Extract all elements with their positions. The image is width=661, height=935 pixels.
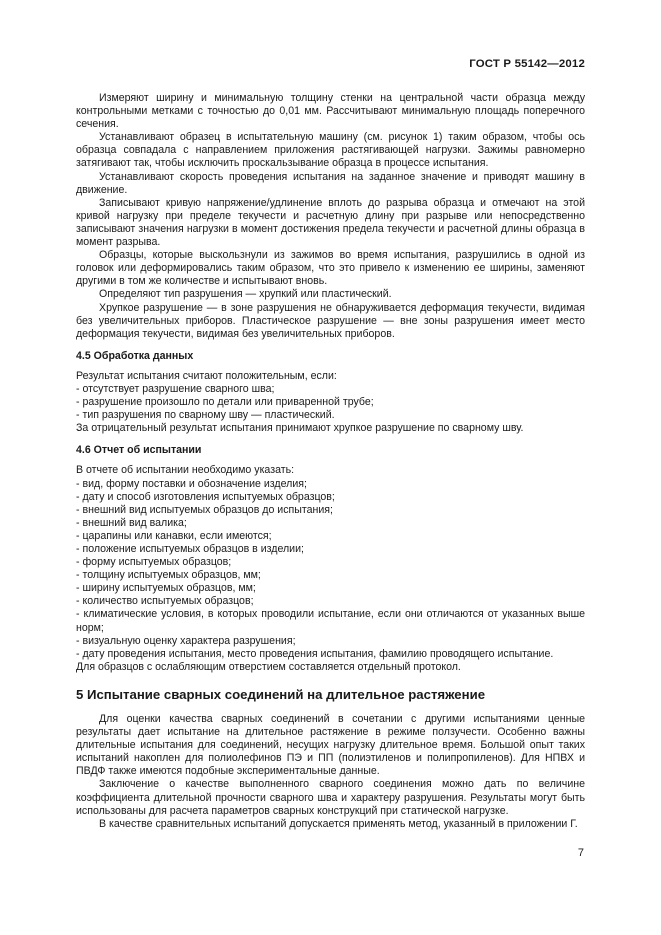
report-item: - визуальную оценку характера разрушения; bbox=[76, 634, 296, 647]
report-item: - дату и способ изготовления испытуемых образцов; bbox=[76, 490, 335, 503]
report-item: - ширину испытуемых образцов, мм; bbox=[76, 582, 256, 595]
report-item: - дату проведения испытания, место проведения испытания, фамилию проводящего испытание. bbox=[76, 647, 554, 660]
paragraph-measure: Измеряют ширину и минимальную толщину стенки на центральной части образца между контрольными метками с точностью до 0,01 мм. Рассчитывают минимальную площадь поперечного сечения. bbox=[76, 92, 585, 131]
paragraph-slipped: Образцы, которые выскользнули из зажимов во время испытания, разрушились в одной из головок или деформировались таким образом, что это привело к изменению ее ширины, заменяют другими в том же количестве и испытывают вновь. bbox=[76, 249, 585, 288]
report-item-climate: - климатические условия, в которых проводили испытание, если они отличаются от указанных выше норм; bbox=[76, 608, 585, 634]
page-content bbox=[76, 92, 585, 831]
report-item: - внешний вид испытуемых образцов до испытания; bbox=[76, 503, 333, 516]
section-4-5-line: - тип разрушения по сварному шву — пластический. bbox=[76, 409, 335, 422]
section-heading-4-5: 4.5 Обработка данных bbox=[76, 349, 194, 362]
section-4-5-line: Результат испытания считают положительным, если: bbox=[76, 369, 337, 382]
report-item: - форму испытуемых образцов; bbox=[76, 556, 232, 569]
section-4-5-line: - разрушение произошло по детали или приваренной трубе; bbox=[76, 396, 374, 409]
report-item: - положение испытуемых образцов в изделии; bbox=[76, 543, 304, 555]
report-item: - количество испытуемых образцов; bbox=[76, 595, 254, 608]
report-item: - вид, форму поставки и обозначение изделия; bbox=[76, 477, 307, 490]
paragraph-record: Записывают кривую напряжение/удлинение вплоть до разрыва образца и отмечают на этой кривой нагрузку при пределе текучести и расчетную длину при разрыве или непосредственно записывают значения нагрузки в момент достижения предела текучести и расчетной длины образца в момент разрыва. bbox=[76, 196, 585, 249]
paragraph-comparative: В качестве сравнительных испытаний допускается применять метод, указанный в приложении Г. bbox=[99, 817, 578, 830]
report-item: - внешний вид валика; bbox=[76, 516, 187, 529]
section-4-5-line: - отсутствует разрушение сварного шва; bbox=[76, 382, 275, 395]
page-number: 7 bbox=[577, 847, 584, 859]
paragraph-speed: Устанавливают скорость проведения испытания на заданное значение и приводят машину в движение. bbox=[76, 170, 585, 196]
report-item: - толщину испытуемых образцов, мм; bbox=[76, 569, 261, 582]
paragraph-install: Устанавливают образец в испытательную машину (см. рисунок 1) таким образом, чтобы ось образца совпадала с направлением приложения растягивающей нагрузки. Зажимы равномерно затягивают так, чтобы исключить проскальзывание образца в процессе испытания. bbox=[76, 131, 585, 170]
standard-header: ГОСТ Р 55142—2012 bbox=[469, 58, 585, 70]
section-heading-5: 5 Испытание сварных соединений на длительное растяжение bbox=[76, 686, 486, 702]
paragraph-fracture-definition: Хрупкое разрушение — в зоне разрушения не обнаруживается деформация текучести, видимая без увеличительных приборов. Пластическое разрушение — вне зоны разрушения имеет место деформация текучести, видимая без увеличительных приборов. bbox=[76, 301, 585, 340]
paragraph-conclusion: Заключение о качестве выполненного сварного соединения можно дать по величине коэффициента длительной прочности сварного шва и характеру разрушения. Результаты могут быть использованы для расчета параметров сварных конструкций при статической нагрузке. bbox=[76, 778, 585, 817]
section-heading-4-6: 4.6 Отчет об испытании bbox=[76, 444, 202, 457]
paragraph-creep-test: Для оценки качества сварных соединений в сочетании с другими испытаниями ценные результаты дает испытание на длительное растяжение в режиме ползучести. Особенно важны длительные испытания для соединений, несущих нагрузку длительное время. Большой опыт таких испытаний накоплен для полиолефинов ПЭ и ПП (полиэтиленов и полипропиленов). Для НПВХ и ПВДФ также имеются подобные экспериментальные данные. bbox=[76, 712, 585, 778]
paragraph-fracture-type: Определяют тип разрушения — хрупкий или пластический. bbox=[99, 288, 392, 301]
report-note: Для образцов с ослабляющим отверстием составляется отдельный протокол. bbox=[76, 660, 461, 673]
report-item: - царапины или канавки, если имеются; bbox=[76, 529, 272, 542]
report-item: В отчете об испытании необходимо указать: bbox=[76, 464, 295, 477]
section-4-5-line: За отрицательный результат испытания принимают хрупкое разрушение по сварному шву. bbox=[76, 422, 524, 435]
